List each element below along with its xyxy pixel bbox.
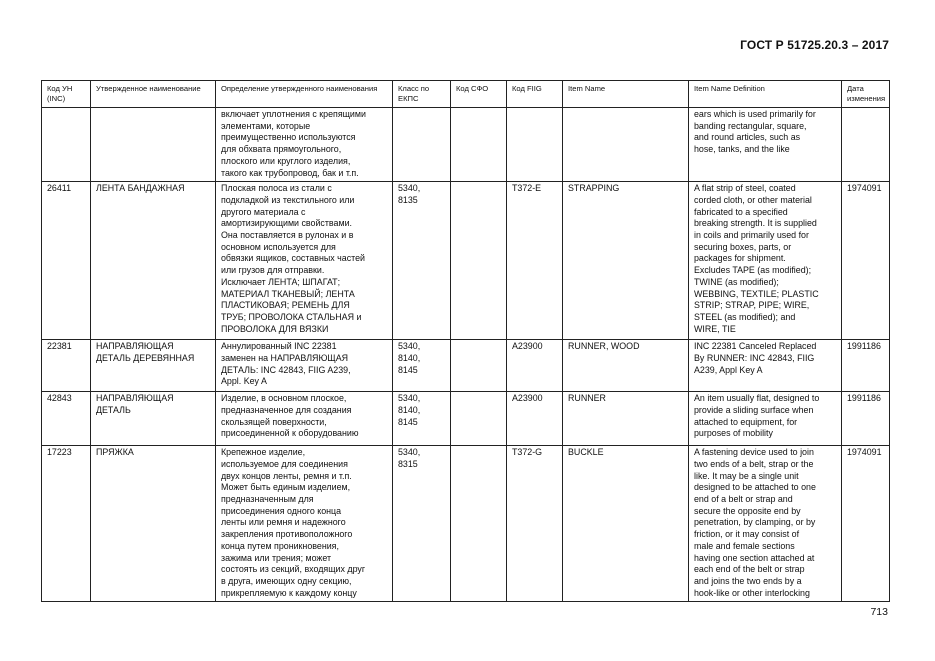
cell-inc: [42, 108, 91, 182]
column-header-item-name: Item Name: [563, 81, 689, 108]
cell-inc: 42843: [42, 392, 91, 446]
column-header-sfo: Код СФО: [451, 81, 507, 108]
column-header-inc: Код УН (INC): [42, 81, 91, 108]
cell-definition: Плоская полоса из стали с подкладкой из текстильного или другого материала с амортизирующими свойствами. Она поставляется в рулонах и в основном используется для обвязки ящиков, составных частей или грузов для отправки. Исключает ЛЕНТА; ШПАГАТ; МАТЕРИАЛ ТКАНЕВЫЙ; ЛЕНТА ПЛАСТИКОВАЯ; РЕМЕНЬ ДЛЯ ТРУБ; ПРОВОЛОКА СТАЛЬНАЯ и ПРОВОЛОКА ДЛЯ ВЯЗКИ: [216, 182, 393, 340]
cell-item-definition: An item usually flat, designed to provide a sliding surface when attached to equipment, for purposes of mobility: [689, 392, 842, 446]
column-header-class: Класс по ЕКПС: [393, 81, 451, 108]
cell-sfo: [451, 108, 507, 182]
cell-inc: 22381: [42, 340, 91, 392]
cell-fiig: A23900: [507, 340, 563, 392]
cell-item-definition: ears which is used primarily for banding rectangular, square, and round articles, such as hose, tanks, and the like: [689, 108, 842, 182]
cell-approved-name: НАПРАВЛЯЮЩАЯ ДЕТАЛЬ ДЕРЕВЯННАЯ: [91, 340, 216, 392]
column-header-approved-name: Утвержденное наименование: [91, 81, 216, 108]
column-header-definition: Определение утвержденного наименования: [216, 81, 393, 108]
cell-fiig: T372-E: [507, 182, 563, 340]
cell-sfo: [451, 446, 507, 602]
catalog-table: [41, 80, 890, 602]
table-row: [42, 446, 890, 602]
cell-class: 5340, 8140, 8145: [393, 340, 451, 392]
cell-class: 5340, 8140, 8145: [393, 392, 451, 446]
cell-date: 1974091: [842, 182, 890, 340]
cell-approved-name: ЛЕНТА БАНДАЖНАЯ: [91, 182, 216, 340]
table-row: [42, 182, 890, 340]
cell-definition: Аннулированный INC 22381 заменен на НАПРАВЛЯЮЩАЯ ДЕТАЛЬ: INC 42843, FIIG A239, Appl. Key A: [216, 340, 393, 392]
table-row: [42, 392, 890, 446]
page-number: 713: [870, 606, 888, 618]
table-row: [42, 340, 890, 392]
cell-item-name: RUNNER: [563, 392, 689, 446]
table-row: [42, 108, 890, 182]
cell-date: 1974091: [842, 446, 890, 602]
column-header-fiig: Код FIIG: [507, 81, 563, 108]
cell-definition: включает уплотнения с крепящими элементами, которые преимущественно используются для обхвата прямоугольного, плоского или круглого изделия, такого как трубопровод, бак и т.п.: [216, 108, 393, 182]
cell-date: [842, 108, 890, 182]
cell-inc: 17223: [42, 446, 91, 602]
cell-class: 5340, 8315: [393, 446, 451, 602]
cell-approved-name: НАПРАВЛЯЮЩАЯ ДЕТАЛЬ: [91, 392, 216, 446]
cell-definition: Изделие, в основном плоское, предназначенное для создания скользящей поверхности, присоединенной к оборудованию: [216, 392, 393, 446]
cell-sfo: [451, 340, 507, 392]
cell-class: 5340, 8135: [393, 182, 451, 340]
column-header-item-definition: Item Name Definition: [689, 81, 842, 108]
cell-item-name: [563, 108, 689, 182]
cell-item-name: STRAPPING: [563, 182, 689, 340]
cell-item-name: BUCKLE: [563, 446, 689, 602]
cell-item-definition: INC 22381 Canceled Replaced By RUNNER: INC 42843, FIIG A239, Appl Key A: [689, 340, 842, 392]
cell-approved-name: [91, 108, 216, 182]
table-header-row: [42, 81, 890, 108]
cell-sfo: [451, 392, 507, 446]
cell-approved-name: ПРЯЖКА: [91, 446, 216, 602]
cell-sfo: [451, 182, 507, 340]
cell-item-definition: A fastening device used to join two ends of a belt, strap or the like. It may be a single unit designed to be attached to one end of a belt or strap and secure the opposite end by penetration, by clamping, or by friction, or it may consist of male and female sections having one section attached at each end of the belt or strap and joins the two ends by a hook-like or other interlocking: [689, 446, 842, 602]
cell-class: [393, 108, 451, 182]
cell-fiig: [507, 108, 563, 182]
cell-date: 1991186: [842, 392, 890, 446]
cell-item-definition: A flat strip of steel, coated corded cloth, or other material fabricated to a specified breaking strength. It is supplied in coils and primarily used for securing boxes, parts, or packages for shipment. Excludes TAPE (as modified); TWINE (as modified); WEBBING, TEXTILE; PLASTIC STRIP; STRAP, PIPE; WIRE, STEEL (as modified); and WIRE, TIE: [689, 182, 842, 340]
cell-fiig: A23900: [507, 392, 563, 446]
cell-definition: Крепежное изделие, используемое для соединения двух концов ленты, ремня и т.п. Может быть единым изделием, предназначенным для присоединения одного конца ленты или ремня и надежного закрепления противоположного конца путем проникновения, зажима или трения; может состоять из секций, входящих друг в друга, имеющих одну секцию, прикрепляемую к каждому концу: [216, 446, 393, 602]
document-title: ГОСТ Р 51725.20.3 – 2017: [740, 38, 889, 52]
cell-inc: 26411: [42, 182, 91, 340]
cell-item-name: RUNNER, WOOD: [563, 340, 689, 392]
cell-fiig: T372-G: [507, 446, 563, 602]
column-header-date: Дата изменения: [842, 81, 890, 108]
cell-date: 1991186: [842, 340, 890, 392]
